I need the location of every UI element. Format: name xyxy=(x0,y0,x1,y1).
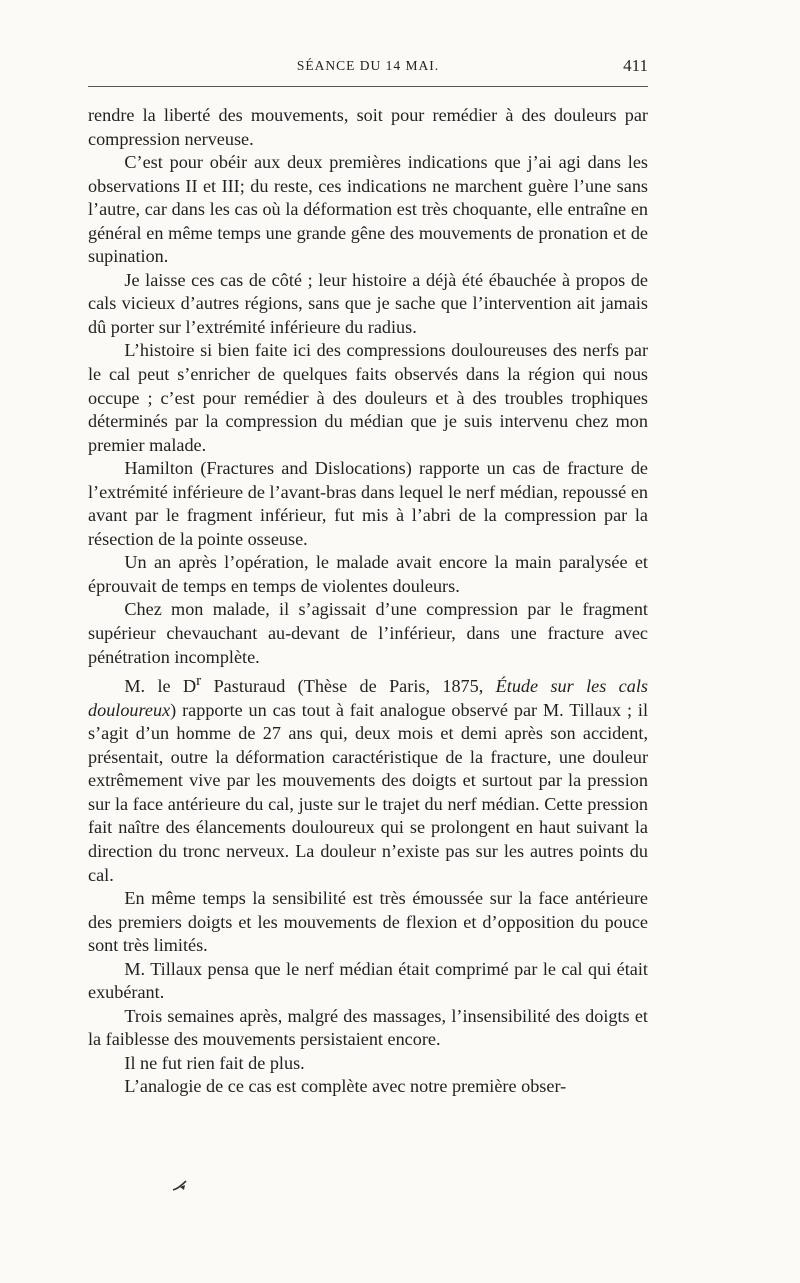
paragraph: L’analogie de ce cas est complète avec notre première obser- xyxy=(124,1076,567,1097)
thesis-title: Étude sur les cals douloureux xyxy=(88,676,648,720)
paragraph: Trois semaines après, malgré des massages, l’insensibilité des doigts et la faiblesse des mouvements persistaient encore. xyxy=(88,1005,648,1050)
paragraph: L’histoire si bien faite ici des compressions douloureuses des nerfs par le cal peut s’enricher de quelques faits observés dans la région qui nous occupe ; c’est pour remédier à des douleurs et à des troubles trophiques déterminés par la compression du médian que je suis intervenu chez mon premier malade. xyxy=(88,340,648,455)
signature-mark-icon xyxy=(172,1178,188,1192)
paragraph: Chez mon malade, il s’agissait d’une compression par le fragment supérieur chevauchant au-devant de l’inférieur, dans une fracture avec pénétration incomplète. xyxy=(88,599,648,667)
doctor-superscript: r xyxy=(196,672,202,690)
paragraph: Hamilton (Fractures and Dislocations) rapporte un cas de fracture de l’extrémité inférieure de l’avant-bras dans lequel le nerf médian, repoussé en avant par le fragment inférieur, fut mis à l’abri de la compression par la résection de la pointe osseuse. xyxy=(88,458,648,549)
paragraph: En même temps la sensibilité est très émoussée sur la face antérieure des premiers doigts et les mouvements de flexion et d’opposition du pouce sont très limités. xyxy=(88,888,648,956)
paragraph: C’est pour obéir aux deux premières indications que j’ai agi dans les observations II et III; du reste, ces indications ne marchent guère l’une sans l’autre, car dans les cas où la déformation est très choquante, elle entraîne en général en même temps une grande gêne des mouvements de pronation et de supination. xyxy=(88,152,648,267)
pasturaud-rest: ) rapporte un cas tout à fait analogue observé par M. Tillaux ; il s’agit d’un homme de 27 ans qui, deux mois et demi après son accident, présentait, outre la déformation caractéristique de la fracture, une douleur extrêmement vive par les mouvements des doigts et surtout par la pression sur la face antérieure du cal, juste sur le trajet du nerf médian. Cette pression fait naître des élancements douloureux qui se prolongent en haut suivant la direction du tronc nerveux. La douleur n’existe pas sur les autres points du cal. xyxy=(88,699,648,885)
paragraph: Un an après l’opération, le malade avait encore la main paralysée et éprouvait de temps en temps de violentes douleurs. xyxy=(88,552,648,596)
paragraph: M. Tillaux pensa que le nerf médian était comprimé par le cal qui était exubérant. xyxy=(88,958,648,1003)
paragraph-pasturaud xyxy=(88,669,648,887)
paragraph: Il ne fut rien fait de plus. xyxy=(124,1052,305,1073)
pasturaud-citation: Pasturaud (Thèse de Paris, 1875, xyxy=(201,676,496,697)
running-title: SÉANCE DU 14 MAI. xyxy=(296,58,440,73)
page-number: 411 xyxy=(623,56,648,75)
paragraph: rendre la liberté des mouvements, soit pour remédier à des douleurs par compression nerveuse. xyxy=(88,105,648,149)
header-rule xyxy=(88,86,648,87)
body-text xyxy=(88,104,648,1099)
pasturaud-intro: M. le D xyxy=(124,676,197,697)
paragraph: Je laisse ces cas de côté ; leur histoire a déjà été ébauchée à propos de cals vicieux d’autres régions, sans que je sache que l’intervention ait jamais dû porter sur l’extrémité inférieure du radius. xyxy=(88,269,648,337)
page-header xyxy=(88,58,648,80)
